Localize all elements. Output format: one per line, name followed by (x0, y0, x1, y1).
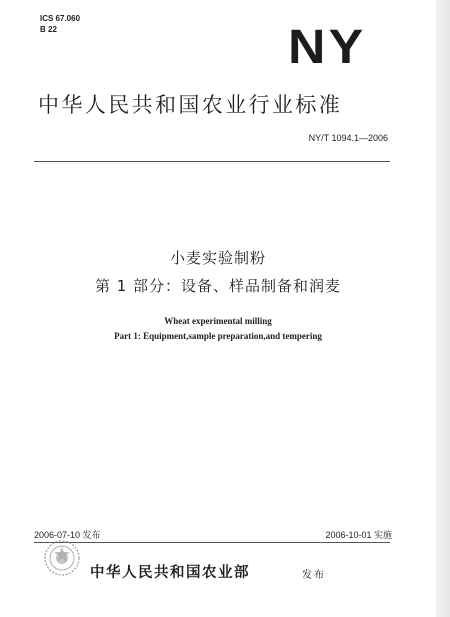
chinese-title-line-2: 第 1 部分：设备、样品制备和润麦 (94, 277, 342, 295)
ny-logo: NY (288, 21, 367, 74)
footer-divider (34, 542, 390, 543)
publish-label: 发布 (302, 570, 326, 581)
standard-category-title: 中华人民共和国农业行业标准 (38, 93, 343, 117)
english-title-line-2: Part 1: Equipment,sample preparation,and tempering (114, 331, 322, 341)
english-title-line-1: Wheat experimental milling (164, 316, 272, 326)
chinese-title-line-1: 小麦实验制粉 (169, 249, 266, 267)
standard-number: NY/T 1094.1—2006 (308, 133, 388, 143)
classification-code: B 22 (40, 25, 57, 34)
ics-code: ICS 67.060 (40, 14, 81, 23)
page-edge-shadow (436, 0, 450, 617)
implementation-date: 2006-10-01 实施 (325, 530, 392, 540)
publisher-name: 中华人民共和国农业部 (90, 565, 250, 581)
issue-date: 2006-07-10 发布 (34, 530, 101, 540)
ministry-seal-icon (42, 538, 82, 578)
header-divider (34, 161, 390, 162)
